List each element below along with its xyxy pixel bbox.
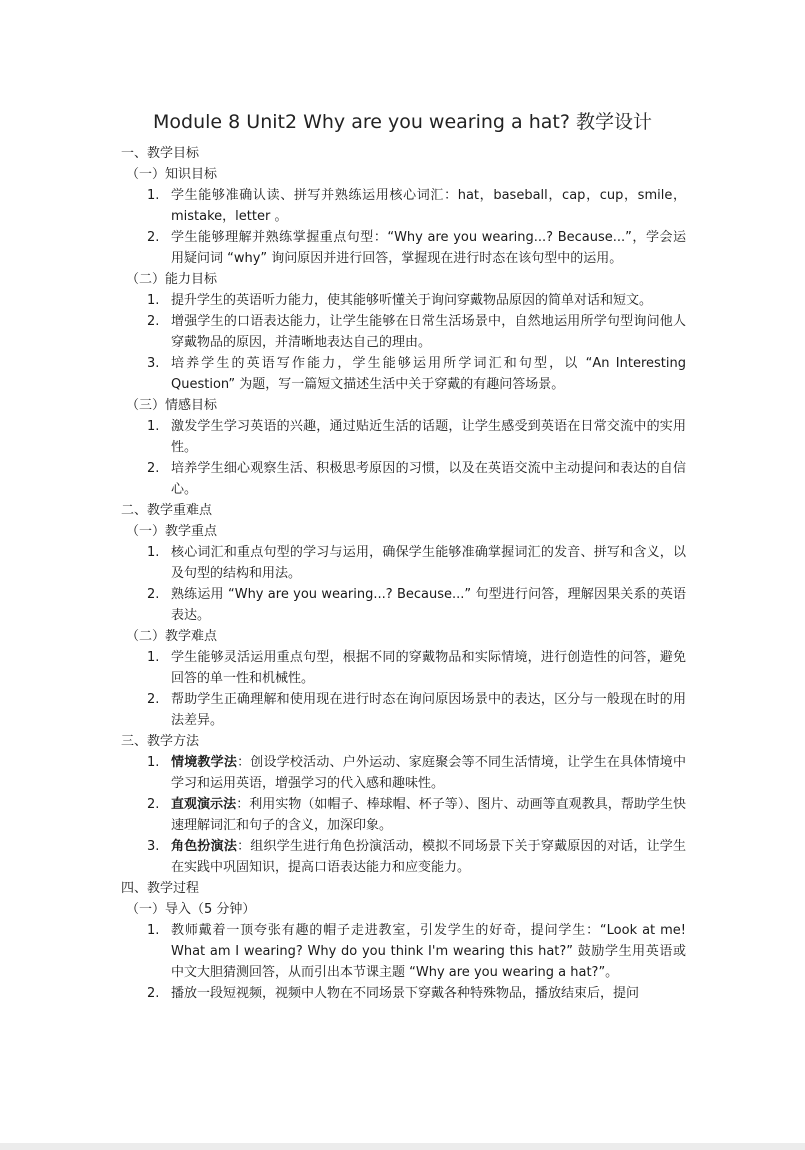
list-item <box>121 983 686 1004</box>
list-item <box>121 458 686 500</box>
list-item <box>121 353 686 395</box>
document-title: Module 8 Unit2 Why are you wearing a hat? 教学设计 <box>153 111 652 133</box>
list-item <box>121 185 686 227</box>
list-item-text: 学生能够灵活运用重点句型，根据不同的穿戴物品和实际情境，进行创造性的问答，避免回答的单一性和机械性。 <box>171 650 686 686</box>
list-item-number: 1. <box>147 755 160 770</box>
section-heading: 一、教学目标 <box>121 146 200 161</box>
list-item <box>121 584 686 626</box>
list-item-text: 教师戴着一顶夸张有趣的帽子走进教室，引发学生的好奇，提问学生：“Look at me! What am I wearing? Why do you think I'm wearing this hat?” 鼓励学生用英语或中文大胆猜测回答，从而引出本节课主题 “Why are you wearing a hat?”。 <box>171 923 686 980</box>
list-item-text: 核心词汇和重点句型的学习与运用，确保学生能够准确掌握词汇的发音、拼写和含义，以及句型的结构和用法。 <box>171 545 686 581</box>
method-name: 角色扮演法 <box>171 839 238 854</box>
list-item <box>121 416 686 458</box>
list-item-number: 2. <box>147 314 160 329</box>
list-item-text: 培养学生的英语写作能力，学生能够运用所学词汇和句型，以 “An Interesting Question” 为题，写一篇短文描述生活中关于穿戴的有趣问答场景。 <box>171 356 686 392</box>
subsection-heading: （二）能力目标 <box>126 272 218 287</box>
page-bottom-gap <box>0 1143 805 1150</box>
list-item-text: 提升学生的英语听力能力，使其能够听懂关于询问穿戴物品原因的简单对话和短文。 <box>171 293 653 308</box>
list-item-text: ：创设学校活动、户外运动、家庭聚会等不同生活情境，让学生在具体情境中学习和运用英语，增强学习的代入感和趣味性。 <box>171 755 686 791</box>
list-item-number: 2. <box>147 461 160 476</box>
subsection-heading: （一）教学重点 <box>126 524 218 539</box>
list-item-text: 培养学生细心观察生活、积极思考原因的习惯，以及在英语交流中主动提问和表达的自信心。 <box>171 461 686 497</box>
list-item <box>121 311 686 353</box>
list-item <box>121 752 686 794</box>
list-item-text: 播放一段短视频，视频中人物在不同场景下穿戴各种特殊物品，播放结束后，提问 <box>171 986 640 1001</box>
list-item-number: 2. <box>147 797 160 812</box>
subsection-heading: （三）情感目标 <box>126 398 218 413</box>
list-item <box>121 689 686 731</box>
list-item <box>121 290 686 311</box>
list-item-text: 熟练运用 “Why are you wearing...? Because...” 句型进行问答，理解因果关系的英语表达。 <box>171 587 686 623</box>
list-item <box>121 794 686 836</box>
list-item-number: 1. <box>147 419 160 434</box>
list-item-text: 激发学生学习英语的兴趣，通过贴近生活的话题，让学生感受到英语在日常交流中的实用性。 <box>171 419 686 455</box>
list-item-text: 增强学生的口语表达能力，让学生能够在日常生活场景中，自然地运用所学句型询问他人穿戴物品的原因，并清晰地表达自己的理由。 <box>171 314 686 350</box>
section-heading: 四、教学过程 <box>121 881 200 896</box>
method-name: 直观演示法 <box>171 797 237 812</box>
list-item-number: 1. <box>147 923 160 938</box>
list-item-number: 2. <box>147 230 160 245</box>
list-item-number: 2. <box>147 692 160 707</box>
list-item-number: 2. <box>147 587 160 602</box>
list-item-number: 1. <box>147 545 160 560</box>
document-body <box>121 143 686 1004</box>
list-item <box>121 542 686 584</box>
list-item-text: 学生能够理解并熟练掌握重点句型：“Why are you wearing...? Because...”，学会运用疑问词 “why” 询问原因并进行回答，掌握现在进行时态在该句型中的运用。 <box>171 230 686 266</box>
list-item-number: 1. <box>147 188 160 203</box>
list-item-text: 帮助学生正确理解和使用现在进行时态在询问原因场景中的表达，区分与一般现在时的用法差异。 <box>171 692 686 728</box>
section-heading: 二、教学重难点 <box>121 503 213 518</box>
list-item <box>121 920 686 983</box>
subsection-heading: （一）导入（5 分钟） <box>126 902 256 917</box>
section-heading: 三、教学方法 <box>121 734 200 749</box>
list-item-number: 1. <box>147 650 160 665</box>
list-item-number: 1. <box>147 293 160 308</box>
list-item-number: 3. <box>147 839 160 854</box>
list-item <box>121 836 686 878</box>
list-item-number: 3. <box>147 356 160 371</box>
subsection-heading: （一）知识目标 <box>126 167 218 182</box>
list-item-text: 学生能够准确认读、拼写并熟练运用核心词汇：hat，baseball，cap，cup，smile，mistake，letter 。 <box>171 188 686 224</box>
list-item-text: ：组织学生进行角色扮演活动，模拟不同场景下关于穿戴原因的对话，让学生在实践中巩固知识，提高口语表达能力和应变能力。 <box>171 839 686 875</box>
list-item-text: ：利用实物（如帽子、棒球帽、杯子等）、图片、动画等直观教具，帮助学生快速理解词汇和句子的含义，加深印象。 <box>171 797 686 833</box>
subsection-heading: （二）教学难点 <box>126 629 218 644</box>
list-item <box>121 647 686 689</box>
list-item-number: 2. <box>147 986 160 1001</box>
method-name: 情境教学法 <box>171 755 238 770</box>
list-item <box>121 227 686 269</box>
